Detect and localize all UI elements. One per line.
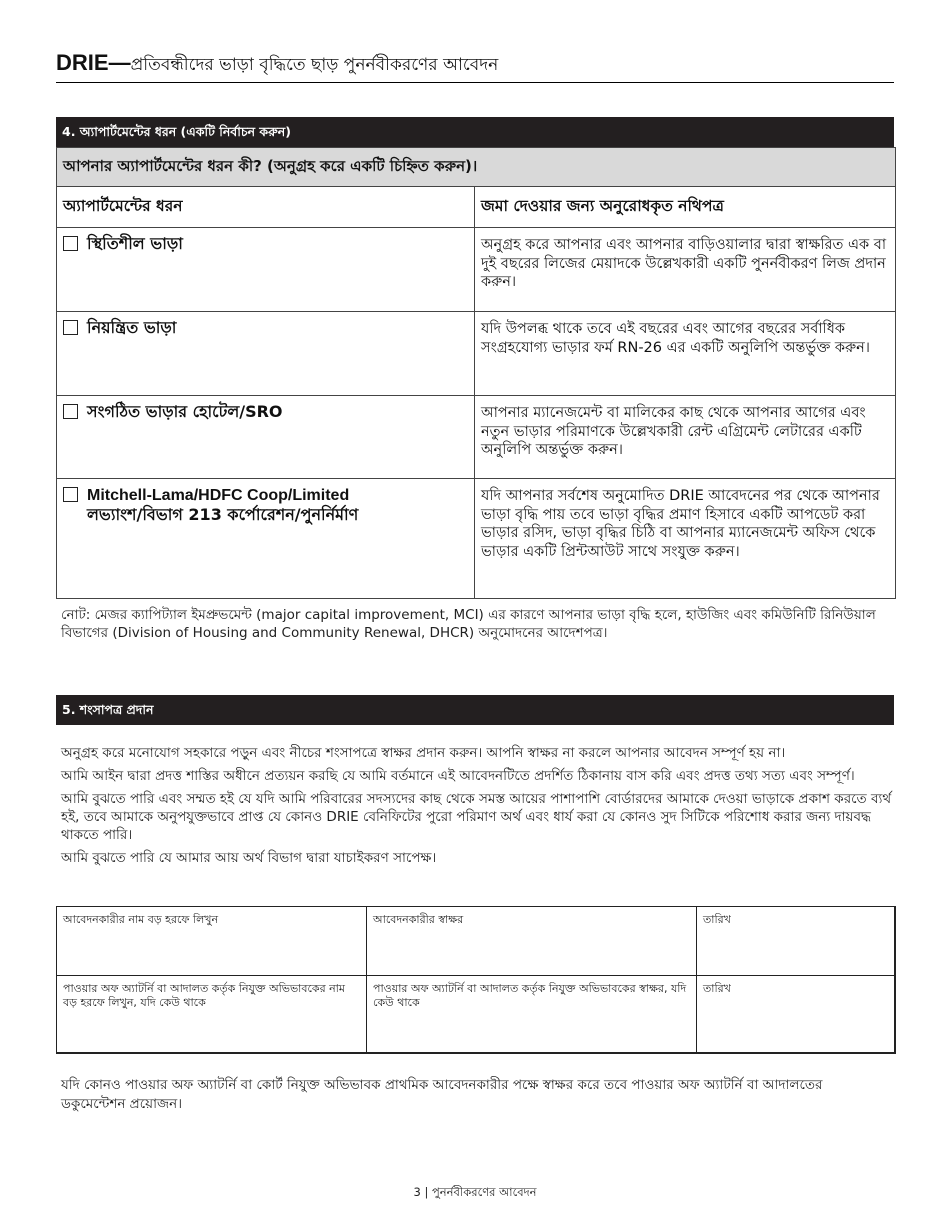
page-number: 3 [413,1185,421,1199]
table-row [57,228,896,312]
checkbox-hotel-sro[interactable] [63,404,78,419]
required-docs: অনুগ্রহ করে আপনার এবং আপনার বাড়িওয়ালার দ্বারা স্বাক্ষরিত এক বা দুই বছরের লিজের মেয়াদকে উল্লেখকারী একটি পুনর্নবীকরণ লিজ প্রদান করুন। [475,228,896,312]
applicant-signature-field[interactable]: আবেদনকারীর স্বাক্ষর [367,907,697,976]
section-4-heading: 4. অ্যাপার্টমেন্টের ধরন (একটি নির্বাচন করুন) [56,117,894,147]
option-label: সংগঠিত ভাড়ার হোটেল/SRO [87,402,283,421]
table-row [57,396,896,479]
signature-table [56,906,896,1054]
required-docs: যদি আপনার সর্বশেষ অনুমোদিত DRIE আবেদনের পর থেকে আপনার ভাড়া বৃদ্ধি পায় তবে ভাড়া বৃদ্ধির প্রমাণ হিসাবে একটি আপডেট করা ভাড়ার রসিদ, ভাড়া বৃদ্ধির চিঠি বা আপনার ম্যানেজমেন্ট অফিস থেকে ভাড়ার একটি প্রিন্টআউট সাথে সংযুক্ত করুন। [475,479,896,599]
section-5-heading: 5. শংসাপত্র প্রদান [56,695,894,725]
column-header-docs: জমা দেওয়ার জন্য অনুরোধকৃত নথিপত্র [475,187,896,228]
apartment-type-table [56,147,896,599]
option-label-line-2: লভ্যাংশ/বিভাগ 213 কর্পোরেশন/পুনর্নির্মাণ [87,505,359,524]
option-label: নিয়ন্ত্রিত ভাড়া [87,318,177,337]
required-docs: আপনার ম্যানেজমেন্ট বা মালিকের কাছ থেকে আপনার আগের এবং নতুন ভাড়ার পরিমাণকে উল্লেখকারী রেন্ট এগ্রিমেন্ট লেটারের একটি অনুলিপি অন্তর্ভুক্ত করুন। [475,396,896,479]
title-text: প্রতিবন্ধীদের ভাড়া বৃদ্ধিতে ছাড় পুনর্নবীকরণের আবেদন [130,55,499,75]
title-dash: — [108,50,131,75]
certification-paragraph: অনুগ্রহ করে মনোযোগ সহকারে পড়ুন এবং নীচের শংসাপত্রে স্বাক্ষর প্রদান করুন। আপনি স্বাক্ষর না করলে আপনার আবেদন সম্পূর্ণ হয় না। [61,745,786,761]
certification-paragraph: আমি বুঝতে পারি এবং সম্মত হই যে যদি আমি পরিবারের সদস্যদের কাছ থেকে সমস্ত আয়ের পাশাপাশি বোর্ডারদের আমাকে দেওয়া ভাড়াকে প্রকাশ করতে ব্যর্থ হই, তবে আমাকে অনুপযুক্তভাবে প্রাপ্ত যে কোনও DRIE বেনিফিটের পুরো পরিমাণ অর্থ এবং ধার্য করা যে কোনও সুদ সিটিকে পরিশোধ করার জন্য দায়বদ্ধ থাকতে পারি। [61,791,892,843]
column-header-type: অ্যাপার্টমেন্টের ধরন [57,187,475,228]
applicant-date-field[interactable]: তারিখ [697,907,895,976]
certification-text [61,744,893,872]
mci-note: নোট: মেজর ক্যাপিট্যাল ইমপ্রুভমেন্ট (major capital improvement, MCI) এর কারণে আপনার ভাড়া বৃদ্ধি হলে, হাউজিং এবং কমিউনিটি রিনিউয়াল বিভাগের (Division of Housing and Community Renewal, DHCR) অনুমোদনের আদেশপত্র। [61,607,876,641]
required-docs: যদি উপলব্ধ থাকে তবে এই বছরের এবং আগের বছরের সর্বাধিক সংগ্রহযোগ্য ভাড়ার ফর্ম RN-26 এর একটি অনুলিপি অন্তর্ভুক্ত করুন। [475,312,896,396]
poa-date-field[interactable]: তারিখ [697,976,895,1054]
checkbox-rent-stabilized[interactable] [63,236,78,251]
checkbox-rent-controlled[interactable] [63,320,78,335]
certification-paragraph: আমি বুঝতে পারি যে আমার আয় অর্থ বিভাগ দ্বারা যাচাইকরণ সাপেক্ষ। [61,850,437,866]
table-row [57,312,896,396]
poa-name-field[interactable]: পাওয়ার অফ অ্যাটর্নি বা আদালত কর্তৃক নিযুক্ত অভিভাবকের নাম বড় হরফে লিখুন, যদি কেউ থাকে [57,976,367,1054]
footer-separator: | [420,1185,432,1199]
page-title [56,50,894,83]
certification-paragraph: আমি আইন দ্বারা প্রদত্ত শাস্তির অধীনে প্রত্যয়ন করছি যে আমি বর্তমানে এই আবেদনটিতে প্রদর্শিত ঠিকানায় বাস করি এবং প্রদত্ত তথ্য সত্য এবং সম্পূর্ণ। [61,768,855,784]
apartment-type-question: আপনার অ্যাপার্টমেন্টের ধরন কী? (অনুগ্রহ করে একটি চিহ্নিত করুন)। [57,148,896,187]
program-acronym: DRIE [56,50,109,75]
poa-signature-field[interactable]: পাওয়ার অফ অ্যাটর্নি বা আদালত কর্তৃক নিযুক্ত অভিভাবকের স্বাক্ষর, যদি কেউ থাকে [367,976,697,1054]
table-row [57,479,896,599]
option-label: স্থিতিশীল ভাড়া [87,234,183,253]
applicant-name-field[interactable]: আবেদনকারীর নাম বড় হরফে লিখুন [57,907,367,976]
option-label-line-1: Mitchell-Lama/HDFC Coop/Limited [87,487,350,504]
poa-note: যদি কোনও পাওয়ার অফ অ্যাটর্নি বা কোর্ট নিযুক্ত অভিভাবক প্রাথমিক আবেদনকারীর পক্ষে স্বাক্ষর করে তবে পাওয়ার অফ অ্যাটর্নি বা আদালতের ডকুমেন্টেশন প্রয়োজন। [61,1077,823,1112]
footer-label: পুনর্নবীকরণের আবেদন [432,1185,537,1199]
option-label [87,485,358,524]
page-footer [0,1184,950,1203]
checkbox-mitchell-lama[interactable] [63,487,78,502]
